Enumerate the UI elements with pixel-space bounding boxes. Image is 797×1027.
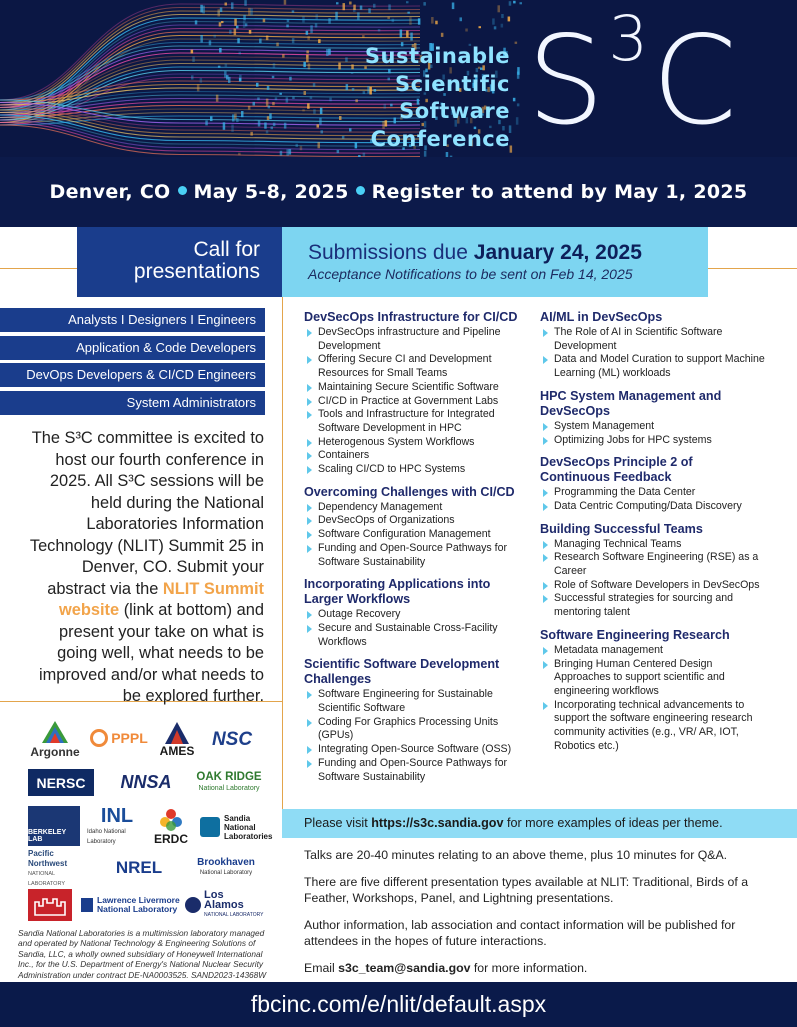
us-army-corps-castle-icon: [28, 889, 72, 921]
topic-item: Coding For Graphics Processing Units (GPUs): [304, 716, 526, 743]
topic-item: Heterogenous System Workflows: [304, 436, 526, 450]
header-banner: [0, 0, 797, 157]
s3c-site-link[interactable]: https://s3c.sandia.gov: [371, 816, 504, 830]
topic-heading: HPC System Management and DevSecOps: [540, 388, 722, 418]
pppl-ring-icon: [90, 729, 108, 747]
topic-heading: Incorporating Applications into Larger Workflows: [304, 577, 491, 607]
topic-group: [304, 577, 526, 649]
nersc-logo: NERSC: [28, 769, 94, 796]
topic-item: Outage Recovery: [304, 608, 526, 622]
email-link[interactable]: s3c_team@sandia.gov: [338, 961, 471, 975]
divider: [0, 268, 77, 269]
footer-url[interactable]: fbcinc.com/e/nlit/default.aspx: [0, 982, 797, 1027]
nsc-logo: NSC: [211, 729, 253, 750]
title-line-1: Sustainable: [364, 44, 510, 68]
topic-item: Scaling CI/CD to HPC Systems: [304, 463, 526, 477]
presentation-types-paragraph: There are five different presentation types available at NLIT: Traditional, Birds of a Feather, Workshops, Panel, and Lightning presentations.: [304, 875, 749, 905]
topic-item: Managing Technical Teams: [540, 538, 765, 552]
event-dates: May 5-8, 2025: [193, 181, 349, 203]
title-line-2: Scientific: [395, 72, 510, 96]
topic-item: Dependency Management: [304, 501, 526, 515]
topic-group: [540, 310, 765, 381]
ames-logo: AMES: [152, 717, 202, 763]
topic-item: Data Centric Computing/Data Discovery: [540, 500, 765, 514]
submissions-box: [282, 227, 708, 297]
topic-item: CI/CD in Practice at Government Labs: [304, 395, 526, 409]
cfp-line-2: presentations: [133, 260, 260, 283]
divider: [708, 268, 797, 269]
ornl-logo: OAK RIDGE National Laboratory: [196, 770, 262, 792]
bullet-dot-icon: [356, 186, 365, 195]
erdc-logo: ERDC: [150, 806, 192, 848]
sandia-thunderbird-icon: [200, 817, 220, 837]
brookhaven-logo: Brookhaven National Laboratory: [197, 857, 255, 876]
submissions-deadline: Submissions due January 24, 2025: [308, 241, 642, 264]
audience-devops: DevOps Developers & CI/CD Engineers: [0, 363, 265, 387]
call-for-presentations: [77, 227, 282, 297]
topic-group: [304, 485, 526, 570]
audience-sysadmins: System Administrators: [0, 391, 265, 415]
topic-item: System Management: [540, 420, 765, 434]
visit-banner: Please visit https://s3c.sandia.gov for more examples of ideas per theme.: [282, 809, 797, 838]
title-line-3: Software: [399, 99, 510, 123]
event-band: [0, 157, 797, 227]
acceptance-note: Acceptance Notifications to be sent on Feb 14, 2025: [308, 266, 633, 282]
bullet-dot-icon: [178, 186, 187, 195]
topic-item: Software Engineering for Sustainable Scientific Software: [304, 688, 526, 715]
cfp-line-1: Call for: [193, 238, 260, 261]
topic-group: [540, 628, 765, 754]
llnl-logo: Lawrence Livermore National Laboratory: [80, 893, 184, 917]
column-divider: [282, 297, 283, 809]
topic-heading: Overcoming Challenges with CI/CD: [304, 484, 515, 499]
topic-item: Offering Secure CI and Development Resources for Small Teams: [304, 353, 526, 380]
author-info-paragraph: Author information, lab association and contact information will be published for attendees in the hopes of future interactions.: [304, 918, 736, 948]
los-alamos-logo: Los Alamos NATIONAL LABORATORY: [185, 893, 265, 917]
nnsa-logo: NNSA: [120, 772, 172, 792]
intro-paragraph: The S³C committee is excited to host our fourth conference in 2025. All S³C sessions will be held during the National Laboratories Information Technology (NLIT) Summit 25 in Denver, CO. Submit your abstract via the NLIT Summit website (link at bottom) and present your take on what is going well, what needs to be improved and/or what needs to be explored further.: [29, 429, 264, 705]
topic-heading: AI/ML in DevSecOps: [540, 310, 663, 324]
nrel-logo: NREL: [115, 858, 163, 877]
topic-item: Programming the Data Center: [540, 486, 765, 500]
topics-left-column: [304, 310, 526, 792]
pnnl-logo: Pacific Northwest NATIONAL LABORATORY: [28, 849, 68, 887]
register-deadline: Register to attend by May 1, 2025: [371, 181, 748, 203]
s3c-wordmark: $S^3C$: [527, 2, 742, 152]
topic-item: Optimizing Jobs for HPC systems: [540, 434, 765, 448]
title-line-4: Conference: [370, 127, 510, 151]
talks-paragraph: Talks are 20-40 minutes relating to an above theme, plus 10 minutes for Q&A.: [304, 848, 728, 862]
argonne-logo: Argonne: [28, 717, 82, 763]
topic-item: Data and Model Curation to support Machine Learning (ML) workloads: [540, 353, 765, 380]
topic-group: [304, 310, 526, 477]
sandia-disclaimer: Sandia National Laboratories is a multimission laboratory managed and operated by National Technology & Engineering Solutions of Sandia, LLC, a wholly owned subsidiary of Honeywell International Inc., for the U.S. Department of Energy's National Nuclear Security Administration under contract DE-NA0003525. SAND2023-14368W: [18, 928, 267, 980]
topic-item: Integrating Open-Source Software (OSS): [304, 743, 526, 757]
event-city: Denver, CO: [49, 181, 171, 203]
audience-analysts: Analysts I Designers I Engineers: [0, 308, 265, 332]
topic-group: [540, 522, 765, 620]
nlit-summit-link[interactable]: NLIT Summit website: [59, 579, 264, 619]
topics-right-column: [540, 310, 765, 761]
sandia-logo: Sandia National Laboratories: [199, 812, 265, 842]
topic-heading: DevSecOps Infrastructure for CI/CD: [304, 310, 518, 324]
audience-app-developers: Application & Code Developers: [0, 336, 265, 360]
topic-heading: Building Successful Teams: [540, 521, 703, 536]
email-paragraph: Email s3c_team@sandia.gov for more information.: [304, 961, 588, 975]
topic-item: DevSecOps of Organizations: [304, 514, 526, 528]
topic-item: Role of Software Developers in DevSecOps: [540, 579, 765, 593]
topic-item: DevSecOps infrastructure and Pipeline Development: [304, 326, 526, 353]
topic-group: [540, 455, 765, 513]
topic-item: Incorporating technical advancements to support the software engineering research community activities (e.g., VR/ AR, IOT, Robotics etc.): [540, 699, 765, 754]
topic-item: Containers: [304, 449, 526, 463]
inl-logo: INL Idaho National Laboratory: [87, 805, 134, 845]
los-alamos-globe-icon: [185, 897, 201, 913]
topic-heading: DevSecOps Principle 2 of Continuous Feedback: [540, 455, 693, 485]
pppl-logo: PPPL: [88, 722, 150, 754]
topic-item: Metadata management: [540, 644, 765, 658]
topic-heading: Scientific Software Development Challenges: [304, 657, 500, 687]
topic-item: Funding and Open-Source Pathways for Software Sustainability: [304, 757, 526, 784]
topic-item: Successful strategies for sourcing and mentoring talent: [540, 592, 765, 619]
topic-item: Research Software Engineering (RSE) as a Career: [540, 551, 765, 578]
topic-item: The Role of AI in Scientific Software Development: [540, 326, 765, 353]
topic-item: Secure and Sustainable Cross-Facility Workflows: [304, 622, 526, 649]
topic-item: Maintaining Secure Scientific Software: [304, 381, 526, 395]
berkeley-lab-logo: BERKELEY LAB: [28, 806, 80, 846]
topic-group: [304, 657, 526, 784]
topic-heading: Software Engineering Research: [540, 627, 730, 642]
topic-item: Bringing Human Centered Design Approaches to support scientific and engineering workflows: [540, 658, 765, 699]
topic-item: Funding and Open-Source Pathways for Software Sustainability: [304, 542, 526, 569]
llnl-mark-icon: [81, 898, 93, 912]
topic-item: Tools and Infrastructure for Integrated Software Development in HPC: [304, 408, 526, 435]
topic-item: Software Configuration Management: [304, 528, 526, 542]
topic-group: [540, 389, 765, 447]
